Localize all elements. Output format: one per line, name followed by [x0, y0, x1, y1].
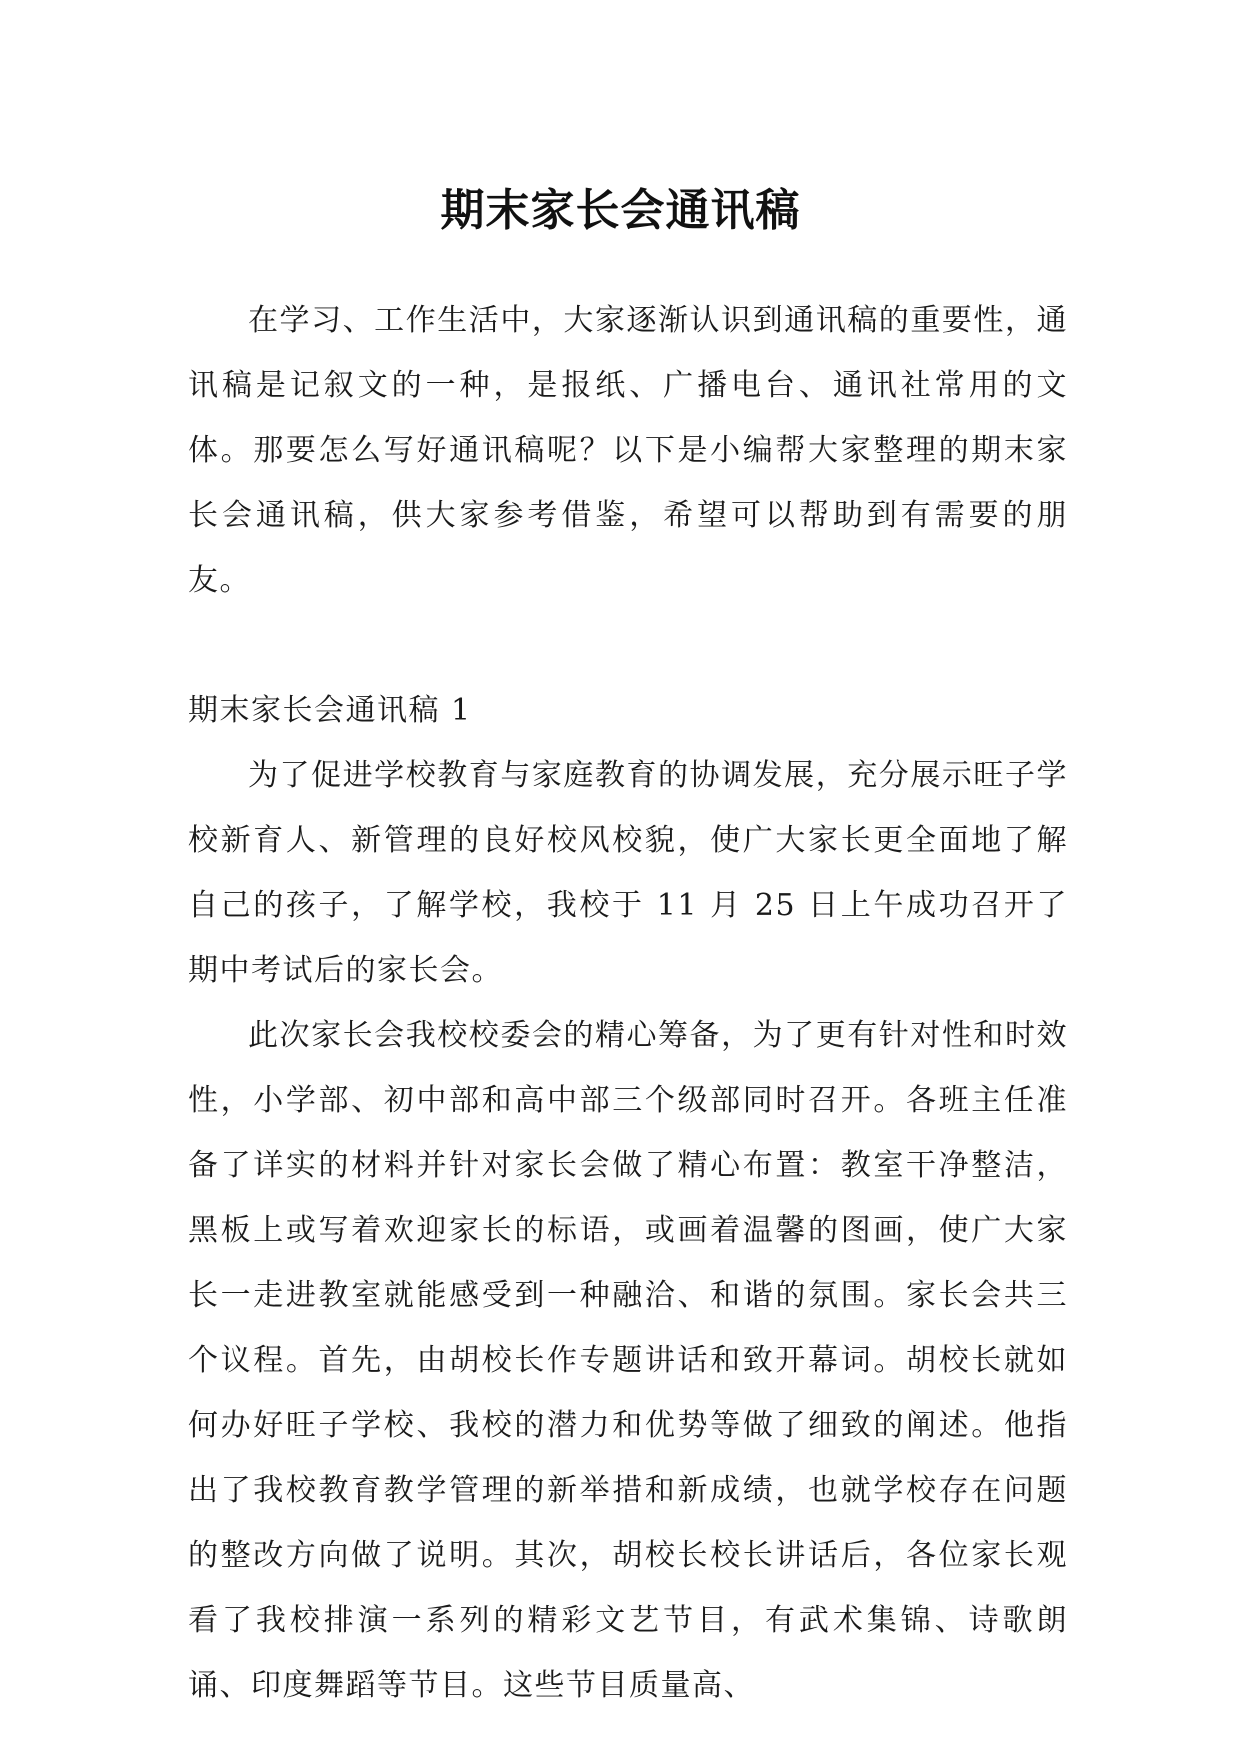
intro-paragraph: 在学习、工作生活中，大家逐渐认识到通讯稿的重要性，通讯稿是记叙文的一种，是报纸、广播电台、通讯社常用的文体。那要怎么写好通讯稿呢？以下是小编帮大家整理的期末家长会通讯稿，供大家参考借鉴，希望可以帮助到有需要的朋友。: [188, 303, 1068, 598]
document-title: 期末家长会通讯稿: [440, 185, 801, 237]
document-body: [188, 288, 1068, 1718]
section-heading: 期末家长会通讯稿 1: [188, 693, 472, 728]
body-paragraph-1: 为了促进学校教育与家庭教育的协调发展，充分展示旺子学校新育人、新管理的良好校风校貌，使广大家长更全面地了解自己的孩子，了解学校，我校于 11 月 25 日上午成功召开了期中考试后的家长会。: [188, 758, 1068, 988]
body-paragraph-2: 此次家长会我校校委会的精心筹备，为了更有针对性和时效性，小学部、初中部和高中部三个级部同时召开。各班主任准备了详实的材料并针对家长会做了精心布置：教室干净整洁，黑板上或写着欢迎家长的标语，或画着温馨的图画，使广大家长一走进教室就能感受到一种融洽、和谐的氛围。家长会共三个议程。首先，由胡校长作专题讲话和致开幕词。胡校长就如何办好旺子学校、我校的潜力和优势等做了细致的阐述。他指出了我校教育教学管理的新举措和新成绩，也就学校存在问题的整改方向做了说明。其次，胡校长校长讲话后，各位家长观看了我校排演一系列的精彩文艺节目，有武术集锦、诗歌朗诵、印度舞蹈等节目。这些节目质量高、: [188, 1018, 1068, 1703]
